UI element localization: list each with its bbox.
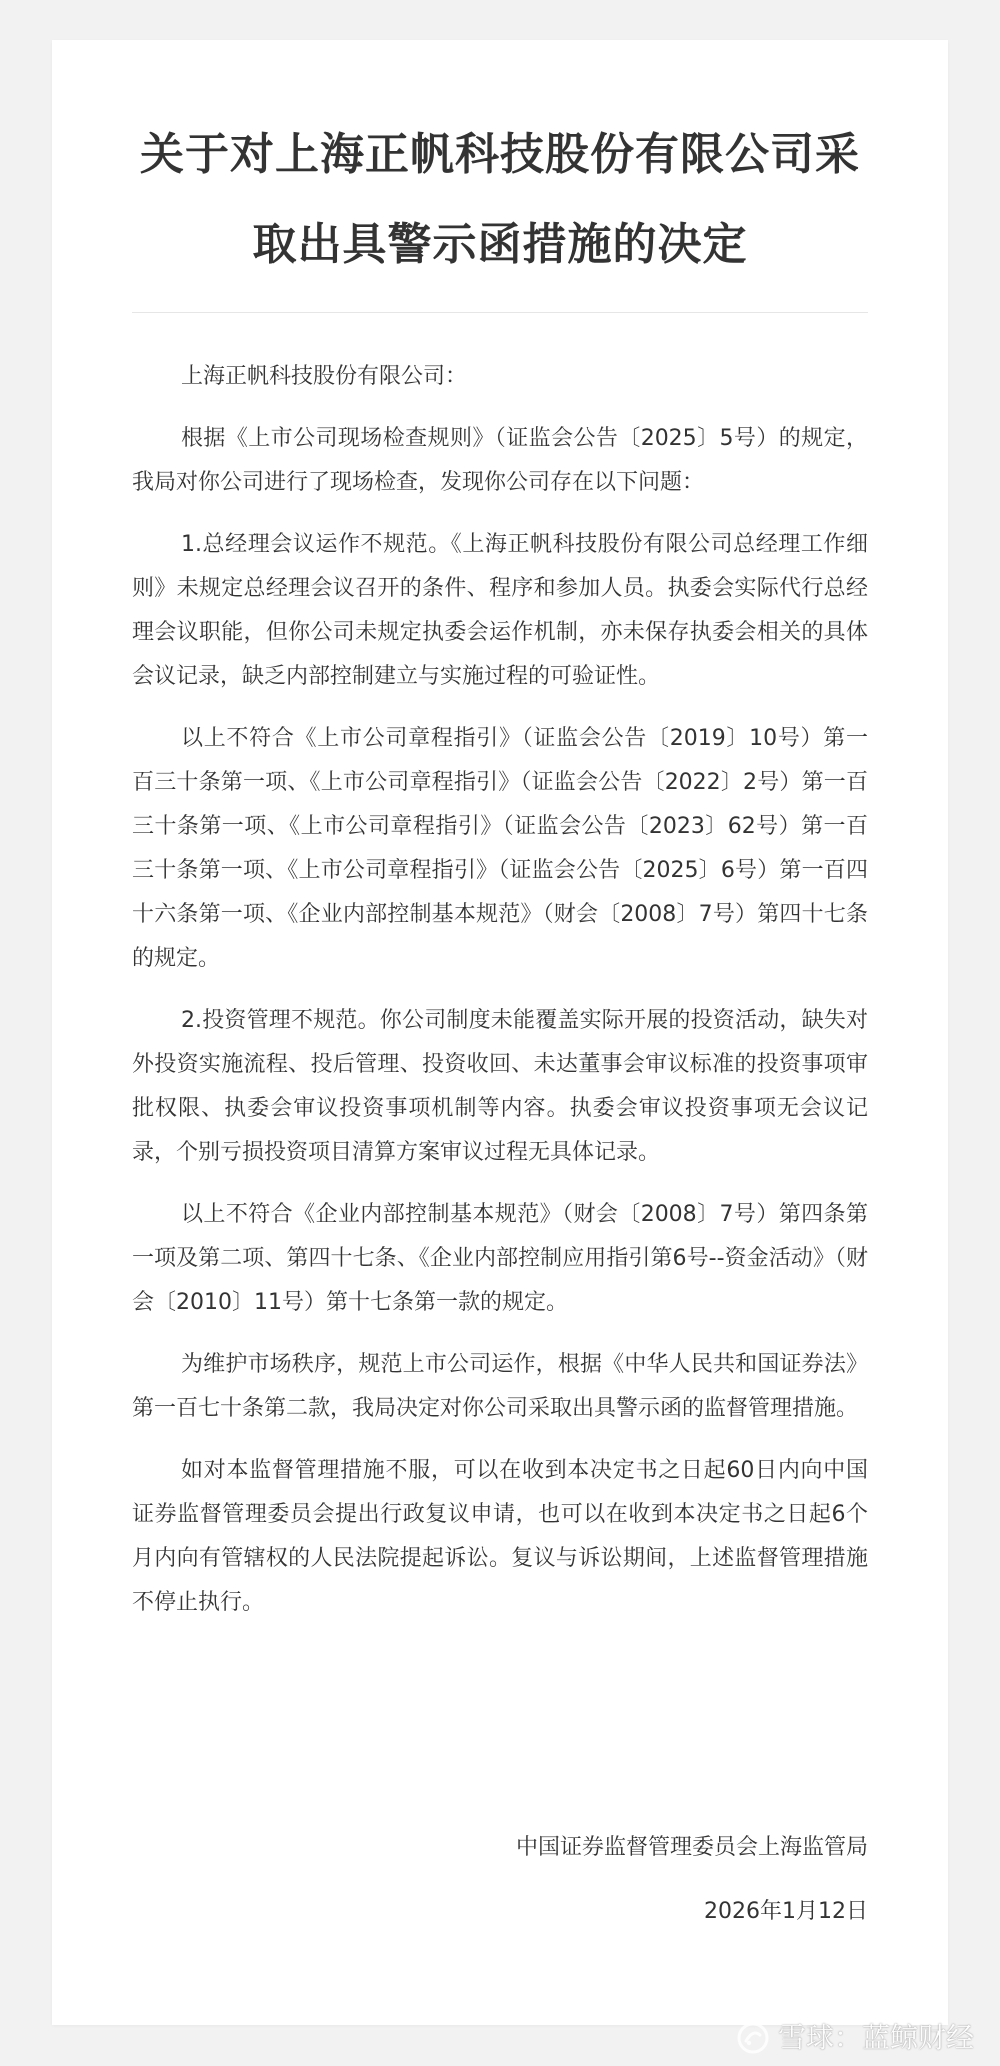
paragraph-issue-2: 2.投资管理不规范。你公司制度未能覆盖实际开展的投资活动，缺失对外投资实施流程、投后管理、投资收回、未达董事会审议标准的投资事项审批权限、执委会审议投资事项机制等内容。执委会审议投资事项无会议记录，个别亏损投资项目清算方案审议过程无具体记录。 — [132, 1008, 868, 1165]
document-body — [52, 313, 948, 1625]
paragraph-decision: 为维护市场秩序，规范上市公司运作，根据《中华人民共和国证券法》第一百七十条第二款，我局决定对你公司采取出具警示函的监督管理措施。 — [132, 1352, 868, 1421]
watermark-text: 雪球：蓝鲸财经 — [777, 2021, 974, 2054]
document-card — [52, 40, 948, 2025]
paragraph-inspection-basis: 根据《上市公司现场检查规则》（证监会公告〔2025〕5号）的规定，我局对你公司进行了现场检查，发现你公司存在以下问题： — [132, 426, 868, 495]
paragraph-appeal-rights: 如对本监督管理措施不服，可以在收到本决定书之日起60日内向中国证券监督管理委员会提出行政复议申请，也可以在收到本决定书之日起6个月内向有管辖权的人民法院提起诉讼。复议与诉讼期间，上述监督管理措施不停止执行。 — [132, 1458, 868, 1615]
salutation: 上海正帆科技股份有限公司： — [181, 364, 468, 389]
issuer-signature: 中国证券监督管理委员会上海监管局 — [515, 1835, 868, 1860]
paragraph-issue-2-violation: 以上不符合《企业内部控制基本规范》（财会〔2008〕7号）第四条第一项及第二项、第四十七条、《企业内部控制应用指引第6号--资金活动》（财会〔2010〕11号）第十七条第一款的规定。 — [132, 1202, 868, 1315]
paragraph-issue-1-violation: 以上不符合《上市公司章程指引》（证监会公告〔2019〕10号）第一百三十条第一项、《上市公司章程指引》（证监会公告〔2022〕2号）第一百三十条第一项、《上市公司章程指引》（证监会公告〔2023〕62号）第一百三十条第一项、《上市公司章程指引》（证监会公告〔2025〕6号）第一百四十六条第一项、《企业内部控制基本规范》（财会〔2008〕7号）第四十七条的规定。 — [132, 726, 868, 971]
document-date: 2026年1月12日 — [704, 1899, 868, 1924]
snowball-logo-icon — [736, 2021, 770, 2055]
watermark — [736, 2018, 974, 2058]
document-title: 关于对上海正帆科技股份有限公司采取出具警示函措施的决定 — [140, 129, 860, 270]
paragraph-issue-1: 1.总经理会议运作不规范。《上海正帆科技股份有限公司总经理工作细则》未规定总经理会议召开的条件、程序和参加人员。执委会实际代行总经理会议职能，但你公司未规定执委会运作机制，亦未保存执委会相关的具体会议记录，缺乏内部控制建立与实施过程的可验证性。 — [132, 532, 868, 689]
